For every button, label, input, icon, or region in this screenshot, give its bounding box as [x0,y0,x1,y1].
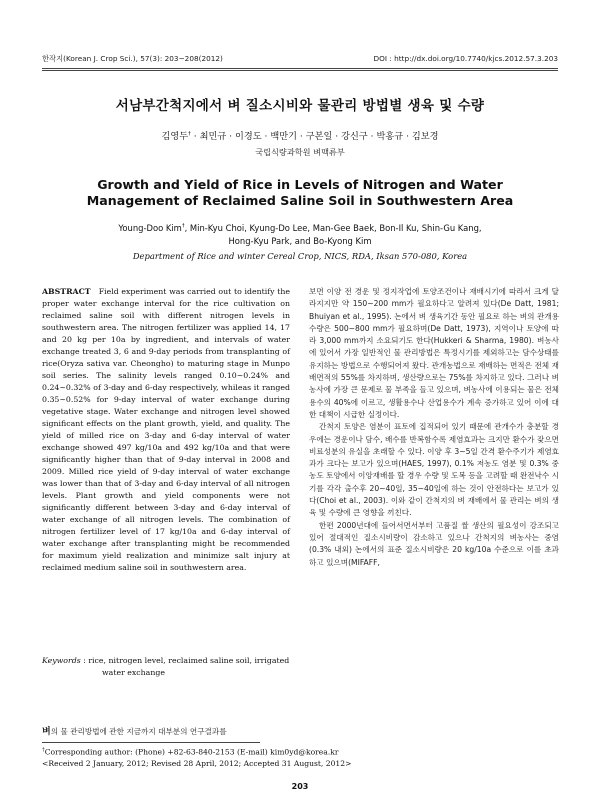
korean-authors [0,128,600,142]
footnote-received: <Received 2 January, 2012; Revised 28 April, 2012; Accepted 31 August, 2012> [42,758,352,768]
english-corresponding-mark: † [181,223,185,229]
abstract-text: Field experiment was carried out to identify the proper water exchange interval for the rice cultivation on reclaimed saline soil with different nitrogen levels in southwestern area. The nitrogen fertilizer was applied 14, 17 and 20 kg per 10a by ingredient, and intervals of water exchange treated 3, 6 and 9-day periods from transplanting of rice(Oryza sativa var. Cheongho) to maturing stage in Munpo soil series. The salinity levels ranged 0.10~0.24% and 0.24~0.32% of 3-day and 6-day respectively, whileas it ranged 0.35~0.52% for 9-day interval of water exchange during vegetative stage. Water exchange and nitrogen level showed significant effects on the plant growth, yield, and quality. The yield of milled rice on 3-day and 6-day interval of water exchange showed 497 kg/10a and 492 kg/10a and that were significantly higher than that of 9-day interval in 2008 and 2009. Milled rice yield of 9-day interval of water exchange was lower than that of 3-day and 6-day interval of all nitrogen levels. Plant growth and yield components were not significantly different between 3-day and 6-day interval of water exchange of all nitrogen levels. The combination of nitrogen fertilizer level of 17 kg/10a and 6-day interval of water exchange after transplanting might be recommended for maximum yield realization and minimize salt injury at reclaimed medium saline soil in southwestern area. [42,287,290,572]
english-authors-line2: Hong-Kyu Park, and Bo-Kyong Kim [228,235,372,246]
korean-title: 서남부간척지에서 벼 질소시비와 물관리 방법별 생육 및 수량 [115,98,485,114]
english-authors-line1: , Min-Kyu Choi, Kyung-Do Lee, Man-Gee Baek, Bon-Il Ku, Shin-Gu Kang, [184,222,482,233]
english-affiliation: Department of Rice and winter Cereal Crop, NICS, RDA, Iksan 570-080, Korea [132,251,468,261]
english-authors [70,220,530,248]
korean-other-authors: · 최민규 · 이경도 · 백만기 · 구본일 · 강신구 · 박홍규 · 김보경 [190,131,439,142]
keywords-line2: water exchange [102,668,165,677]
drop-cap: 벼 [42,727,51,737]
body-paragraph-1: 보면 이양 전 경운 및 정지작업에 토양조건이나 재배시기에 따라서 크게 달라지지만 약 150~200 mm가 필요하다고 알려져 있다(De Datt, 1981; Bhuiyan et al., 1995). 논에서 벼 생육기간 동안 필요로 하는 벼의 관개용수량은 500~800 mm가 필요하며(De Datt, 1973), 지역이나 토양에 따라 3,000 mm까지 소요되기도 한다(Hukkeri & Sharma, 1980). 벼농사에 있어서 가장 일반적인 물 관리방법은 특정시기를 제외하고는 담수상태를 유지하는 방법으로 수행되어져 왔다. 관개농법으로 재배하는 면적은 전체 재배면적의 55%를 차지하며, 생산량으로는 75%를 차지하고 있다. 그러나 벼농사에 가장 큰 문제로 물 부족을 들고 있으며, 벼농사에 이용되는 물은 전체용수의 40%에 이르고, 생활용수나 산업용수가 계속 증가하고 있어 이에 대한 대책이 시급한 실정이다. [309,287,559,419]
footnote-contact: Corresponding author: (Phone) +82-63-840-2153 (E-mail) kim0yd@korea.kr [44,747,339,757]
keywords-label: Keywords [42,656,81,665]
journal-citation: 한작지(Korean J. Crop Sci.), 57(3): 203~208(2012) [42,54,223,63]
body-paragraph-3: 한편 2000년대에 들어서면서부터 고품질 쌀 생산의 필요성이 강조되고 있어 절대적인 질소시비량이 감소하고 있으나 간척지의 벼농사는 중염(0.3% 내외) 논에서의 표준 질소시비량은 20 kg/10a 수준으로 이를 초과하고 있으며(MIFAFF, [309,520,559,567]
page-number: 203 [291,782,309,791]
abstract-label: ABSTRACT [42,287,91,296]
body-right-column [309,286,559,569]
body-paragraph-2: 간척지 토양은 염분이 표토에 집적되어 있기 때문에 관개수가 충분할 경우에는 경운이나 담수, 배수를 반복함수록 제염효과는 크지만 환수가 잦으면 비료성분의 유실을 초래할 수 있다. 이양 후 3~5일 간격 환수주기가 제염효과가 크다는 보고가 있으며(HAES, 1997), 0.1% 저농도 염분 및 0.3% 중농도 토양에서 이앙재배를 할 경우 수량 및 도복 등을 고려할 때 완전낙수 시기를 각각 출수후 20~40일, 35~40일에 하는 것이 안전하다는 보고가 있다(Choi et al., 2003). 이와 같이 간척지의 벼 재배에서 물 관리는 벼의 생육 및 수량에 큰 영향을 끼친다. [309,422,559,518]
body-left-intro [42,726,290,738]
header-rule-top [42,68,558,69]
english-title: Growth and Yield of Rice in Levels of Nitrogen and Water Management of Reclaimed Saline Soil in Southwestern Area [86,177,514,208]
footnote-rule [42,742,260,743]
abstract [42,286,290,574]
keywords [42,655,290,679]
header-rule-bottom [42,70,558,71]
footnote [42,745,562,769]
footnote-mark: † [42,747,45,753]
korean-affiliation: 국립식량과학원 벼맥류부 [255,147,345,157]
english-first-author: Young-Doo Kim [118,222,182,233]
corresponding-mark: † [188,130,191,137]
keywords-line1: : rice, nitrogen level, reclaimed saline soil, irrigated [80,656,290,665]
korean-first-author: 김영두 [161,131,189,142]
doi-link[interactable]: DOI : http://dx.doi.org/10.7740/kjcs.2012.57.3.203 [373,54,558,63]
body-left-text: 의 물 관리방법에 관한 지금까지 대부분의 연구결과를 [50,727,227,736]
